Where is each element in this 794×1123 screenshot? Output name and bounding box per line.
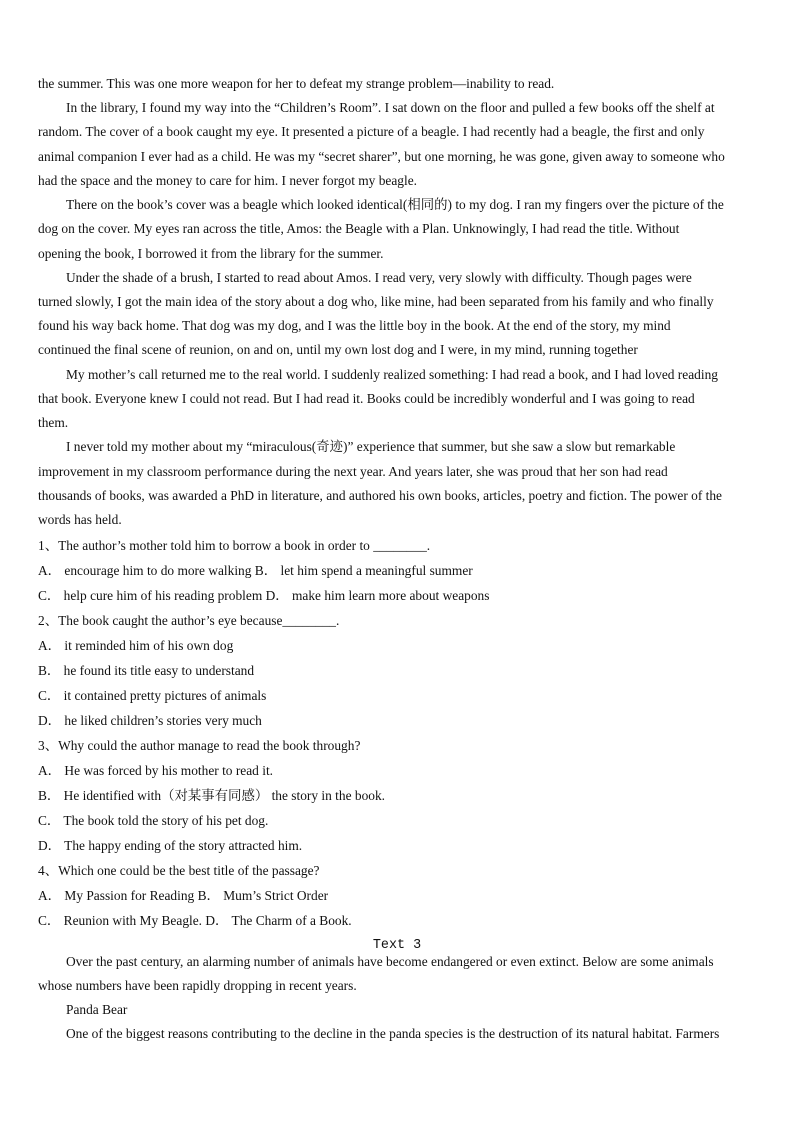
passage-line: continued the final scene of reunion, on and on, until my own lost dog and I were, in my mind, running together (38, 342, 638, 357)
question-option: C． help cure him of his reading problem D． make him learn more about weapons (38, 588, 490, 603)
passage-line: opening the book, I borrowed it from the library for the summer. (38, 246, 384, 261)
question-stem: 1、The author’s mother told him to borrow a book in order to ________. (38, 538, 431, 553)
question-option: C． it contained pretty pictures of animals (38, 688, 267, 703)
passage-line: dog on the cover. My eyes ran across the title, Amos: the Beagle with a Plan. Unknowingly, I had read the title. Without (38, 221, 680, 236)
passage-line: I never told my mother about my “miraculous(奇迹)” experience that summer, but she saw a slow but remarkable (66, 439, 676, 454)
question-option: D． he liked children’s stories very much (38, 713, 262, 728)
passage-line: animal companion I ever had as a child. He was my “secret sharer”, but one morning, he was gone, given away to someone who (38, 149, 725, 164)
question-stem: 4、Which one could be the best title of the passage? (38, 863, 320, 878)
passage-line: Under the shade of a brush, I started to read about Amos. I read very, very slowly with difficulty. Though pages were (66, 270, 692, 285)
text3-line: whose numbers have been rapidly dropping in recent years. (38, 978, 357, 993)
question-option: A． My Passion for Reading B． Mum’s Strict Order (38, 888, 329, 903)
passage-line: thousands of books, was awarded a PhD in literature, and authored his own books, articles, poetry and fiction. The power of the (38, 488, 722, 503)
question-stem: 2、The book caught the author’s eye because________. (38, 613, 340, 628)
question-option: A． He was forced by his mother to read it. (38, 763, 274, 778)
passage-line: improvement in my classroom performance during the next year. And years later, she was proud that her son had read (38, 464, 668, 479)
passage-line: found his way back home. That dog was my dog, and I was the little boy in the book. At the end of the story, my mind (38, 318, 671, 333)
question-option: B． He identified with（对某事有同感） the story in the book. (38, 788, 386, 803)
text3-line: One of the biggest reasons contributing to the decline in the panda species is the destruction of its natural habitat. Farmers (66, 1026, 720, 1041)
question-option: C． Reunion with My Beagle. D． The Charm of a Book. (38, 913, 352, 928)
passage-line: that book. Everyone knew I could not read. But I had read it. Books could be incredibly wonderful and I was going to read (38, 391, 695, 406)
question-option: C． The book told the story of his pet dog. (38, 813, 269, 828)
section-heading: Text 3 (372, 938, 422, 953)
question-option: A． it reminded him of his own dog (38, 638, 234, 653)
passage-line: had the space and the money to care for him. I never forgot my beagle. (38, 173, 418, 188)
passage-line: turned slowly, I got the main idea of the story about a dog who, like mine, had been separated from his family and who finally (38, 294, 714, 309)
passage-line: In the library, I found my way into the “Children’s Room”. I sat down on the floor and pulled a few books off the shelf at (66, 100, 715, 115)
passage-line: them. (38, 415, 69, 430)
passage-line: There on the book’s cover was a beagle which looked identical(相同的) to my dog. I ran my fingers over the picture of the (66, 197, 724, 212)
passage-line: words has held. (38, 512, 122, 527)
question-option: A． encourage him to do more walking B． let him spend a meaningful summer (38, 563, 473, 578)
question-option: D． The happy ending of the story attracted him. (38, 838, 303, 853)
question-stem: 3、Why could the author manage to read the book through? (38, 738, 361, 753)
text3-line: Over the past century, an alarming number of animals have become endangered or even extinct. Below are some animals (66, 954, 714, 969)
passage-line: the summer. This was one more weapon for her to defeat my strange problem—inability to read. (38, 76, 555, 91)
text3-line: Panda Bear (66, 1002, 128, 1017)
passage-line: My mother’s call returned me to the real world. I suddenly realized something: I had read a book, and I had loved reading (66, 367, 718, 382)
question-option: B． he found its title easy to understand (38, 663, 255, 678)
passage-line: random. The cover of a book caught my eye. It presented a picture of a beagle. I had recently had a beagle, the first and only (38, 124, 705, 139)
